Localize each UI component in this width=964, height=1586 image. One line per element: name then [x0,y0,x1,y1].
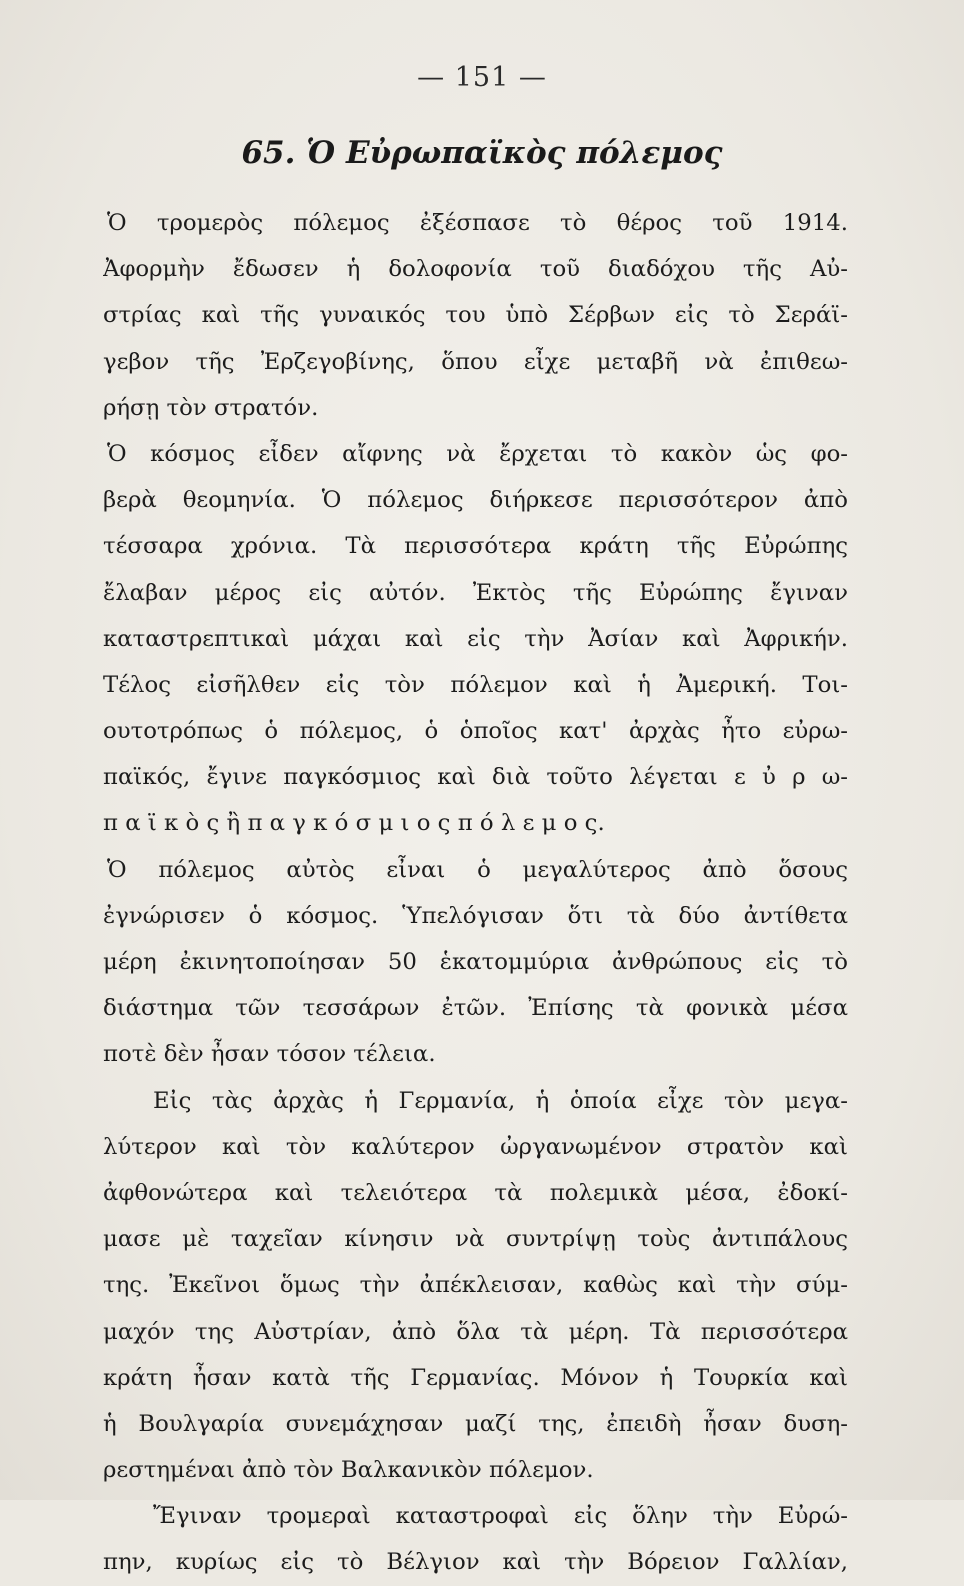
text-line: Ὁ κόσμος εἶδεν αἴφνης νὰ ἔρχεται τὸ κακὸν ὡς φο- [107,440,848,467]
text-line: πην, κυρίως εἰς τὸ Βέλγιον καὶ τὴν Βόρειον Γαλλίαν, [103,1549,848,1576]
text-line: τέσσαρα χρόνια. Τὰ περισσότερα κράτη τῆς Εὐρώπης [103,533,848,560]
text-line: ουτοτρόπως ὁ πόλεμος, ὁ ὁποῖος κατ' ἀρχὰς ἦτο εὐρω- [103,718,848,745]
text-line: παϊκός, ἔγινε παγκόσμιος καὶ διὰ τοῦτο λέγεται ε ὐ ρ ω- [103,764,848,791]
text-line: μασε μὲ ταχεῖαν κίνησιν νὰ συντρίψῃ τοὺς ἀντιπάλους [103,1226,848,1253]
text-line: βερὰ θεομηνία. Ὁ πόλεμος διήρκεσε περισσότερον ἀπὸ [103,487,848,514]
text-line: Ὁ πόλεμος αὐτὸς εἶναι ὁ μεγαλύτερος ἀπὸ ὅσους [107,856,848,883]
text-line: π α ϊ κ ὸ ς ἢ π α γ κ ό σ μ ι ο ς π ό λ ε μ ο ς. [103,810,605,837]
text-line: στρίας καὶ τῆς γυναικός του ὑπὸ Σέρβων εἰς τὸ Σεράϊ- [103,302,848,329]
text-line: γεβον τῆς Ἐρζεγοβίνης, ὅπου εἶχε μεταβῆ νὰ ἐπιθεω- [103,348,848,375]
text-line: καταστρεπτικαὶ μάχαι καὶ εἰς τὴν Ἀσίαν καὶ Ἀφρικήν. [103,625,848,652]
text-line: ρεστημέναι ἀπὸ τὸν Βαλκανικὸν πόλεμον. [103,1457,594,1484]
text-line: ἔλαβαν μέρος εἰς αὐτόν. Ἐκτὸς τῆς Εὐρώπης ἔγιναν [103,579,848,606]
text-line: της. Ἐκεῖνοι ὅμως τὴν ἀπέκλεισαν, καθὼς καὶ τὴν σύμ- [103,1272,848,1299]
text-line: ἀφθονώτερα καὶ τελειότερα τὰ πολεμικὰ μέσα, ἐδοκί- [103,1179,848,1206]
text-line: Τέλος εἰσῆλθεν εἰς τὸν πόλεμον καὶ ἡ Ἀμερική. Τοι- [103,671,848,698]
text-line: μέρη ἐκινητοποίησαν 50 ἑκατομμύρια ἀνθρώπους εἰς τὸ [103,949,848,975]
text-line: ρήσῃ τὸν στρατόν. [103,394,319,421]
text-line: ποτὲ δὲν ἦσαν τόσον τέλεια. [103,1041,436,1068]
text-line: Ὁ τρομερὸς πόλεμος ἐξέσπασε τὸ θέρος τοῦ 1914. [107,210,848,236]
text-line: Ἀφορμὴν ἔδωσεν ἡ δολοφονία τοῦ διαδόχου τῆς Αὐ- [103,256,848,283]
page-number: — 151 — [417,62,547,93]
text-line: λύτερον καὶ τὸν καλύτερον ὠργανωμένον στρατὸν καὶ [103,1133,848,1160]
body-text [103,200,848,1586]
text-line: κράτη ἦσαν κατὰ τῆς Γερμανίας. Μόνον ἡ Τουρκία καὶ [103,1364,848,1391]
text-line: μαχόν της Αὐστρίαν, ἀπὸ ὅλα τὰ μέρη. Τὰ περισσότερα [103,1318,848,1345]
section-heading: 65. Ὁ Εὐρωπαϊκὸς πόλεμος [241,135,723,171]
text-line: ἡ Βουλγαρία συνεμάχησαν μαζί της, ἐπειδὴ ἦσαν δυση- [103,1410,848,1437]
text-line: διάστημα τῶν τεσσάρων ἐτῶν. Ἐπίσης τὰ φονικὰ μέσα [103,995,848,1022]
text-line: Ἔγιναν τρομεραὶ καταστροφαὶ εἰς ὅλην τὴν Εὐρώ- [153,1503,848,1530]
text-line: ἐγνώρισεν ὁ κόσμος. Ὑπελόγισαν ὅτι τὰ δύο ἀντίθετα [103,902,848,929]
text-line: Εἰς τὰς ἀρχὰς ἡ Γερμανία, ἡ ὁποία εἶχε τὸν μεγα- [153,1087,848,1114]
